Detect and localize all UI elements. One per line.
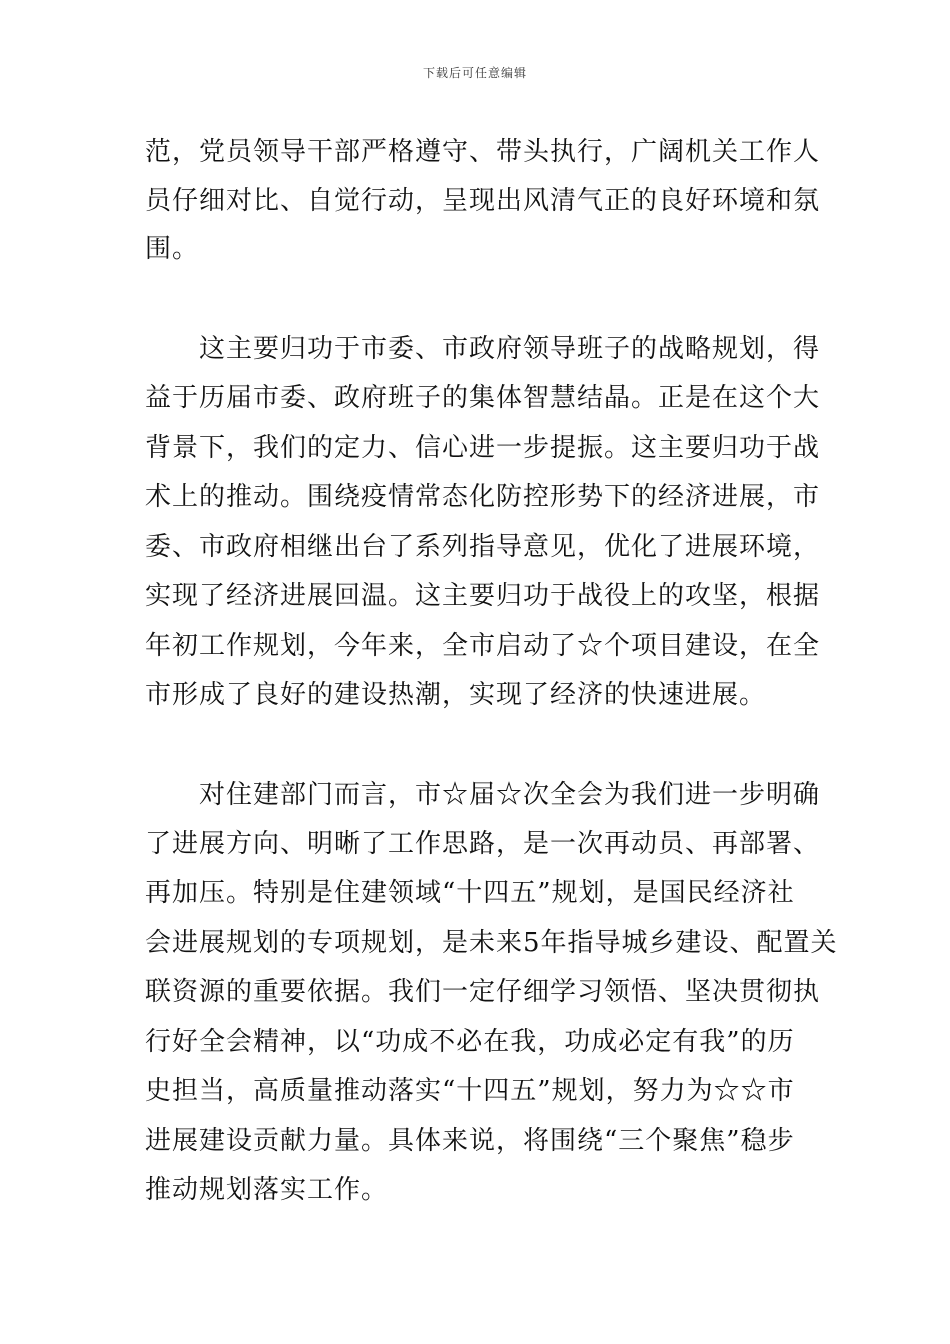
page-header: 下载后可任意编辑 [422, 66, 527, 80]
paragraph-2-line-5: 委、市政府相继出台了系列指导意见，优化了进展环境， [145, 532, 821, 562]
paragraph-3-line-2: 了进展方向、明晰了工作思路，是一次再动员、再部署、 [145, 829, 821, 859]
paragraph-2-line-6: 实现了经济进展回温。这主要归功于战役上的攻坚，根据 [145, 581, 821, 611]
paragraph-3-line-9: 推动规划落实工作。 [145, 1175, 389, 1205]
paragraph-2-line-8: 市形成了良好的建设热潮，实现了经济的快速进展。 [145, 680, 767, 710]
paragraph-2-line-1: 这主要归功于市委、市政府领导班子的战略规划，得 [145, 334, 821, 364]
paragraph-1-line-3: 围。 [145, 234, 200, 264]
paragraph-2-line-2: 益于历届市委、政府班子的集体智慧结晶。正是在这个大 [145, 383, 821, 413]
paragraph-2-line-4: 术上的推动。围绕疫情常态化防控形势下的经济进展，市 [145, 482, 821, 512]
paragraph-3-line-8: 进展建设贡献力量。具体来说，将围绕“三个聚焦”稳步 [145, 1126, 795, 1156]
paragraph-3-line-6: 行好全会精神，以“功成不必在我，功成必定有我”的历 [145, 1027, 795, 1057]
paragraph-3-line-1: 对住建部门而言，市☆届☆次全会为我们进一步明确 [145, 780, 821, 810]
paragraph-1-line-1: 范，党员领导干部严格遵守、带头执行，广阔机关工作人 [145, 137, 821, 167]
paragraph-2-line-3: 背景下，我们的定力、信心进一步提振。这主要归功于战 [145, 433, 821, 463]
paragraph-3-line-5: 联资源的重要依据。我们一定仔细学习领悟、坚决贯彻执 [145, 977, 821, 1007]
paragraph-2-line-7: 年初工作规划，今年来，全市启动了☆个项目建设，在全 [145, 631, 821, 661]
paragraph-3-line-4: 会进展规划的专项规划，是未来5年指导城乡建设、配置关 [145, 928, 838, 958]
paragraph-3-line-7: 史担当，高质量推动落实“十四五”规划，努力为☆☆市 [145, 1076, 795, 1106]
paragraph-1-line-2: 员仔细对比、自觉行动，呈现出风清气正的良好环境和氛 [145, 186, 821, 216]
paragraph-3-line-3: 再加压。特别是住建领域“十四五”规划，是国民经济社 [145, 878, 795, 908]
